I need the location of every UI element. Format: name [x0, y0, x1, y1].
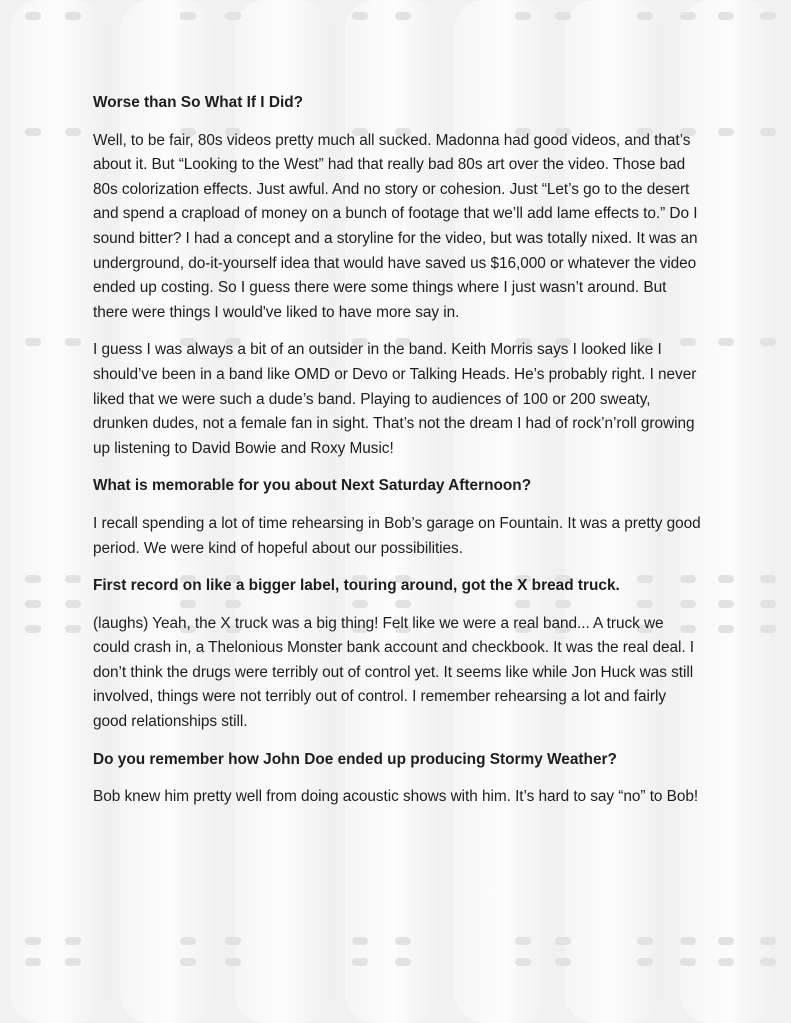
section-2: [93, 574, 703, 735]
answer-paragraph: I recall spending a lot of time rehearsing in Bob’s garage on Fountain. It was a pretty good period. We were kind of hopeful about our possibilities.: [93, 514, 701, 557]
answer-paragraph: Well, to be fair, 80s videos pretty much all sucked. Madonna had good videos, and that’s about it. But “Looking to the West” had that really bad 80s art over the video. Those bad 80s colorization effects. Just awful. And no story or cohesion. Just “Let’s go to the desert and spend a crapload of money on a bunch of footage that we’ll add lame effects to.” Do I sound bitter? I had a concept and a storyline for the video, but was totally nixed. It was an underground, do-it-yourself idea that would have saved us $16,000 or whatever the video ended up costing. So I guess there were some things where I just wasn’t around. But there were things I would've liked to have more say in.: [93, 131, 698, 321]
section-0: [93, 91, 703, 461]
interview-question: What is memorable for you about Next Saturday Afternoon?: [93, 477, 532, 495]
section-3: [93, 748, 703, 810]
answer-paragraph: I guess I was always a bit of an outsider in the band. Keith Morris says I looked like I should’ve been in a band like OMD or Devo or Talking Heads. He’s probably right. I never liked that we were such a dude’s band. Playing to audiences of 100 or 200 sweaty, drunken dudes, not a female fan in sight. That’s not the dream I had of rock’n’roll growing up listening to David Bowie and Roxy Music!: [93, 341, 697, 457]
interview-question: Worse than So What If I Did?: [93, 94, 304, 111]
answer-paragraph: Bob knew him pretty well from doing acoustic shows with him. It’s hard to say “no” to Bob!: [93, 788, 699, 806]
section-1: [93, 474, 703, 561]
interview-question: First record on like a bigger label, touring around, got the X bread truck.: [93, 577, 620, 595]
article-body: [93, 91, 703, 823]
interview-question: Do you remember how John Doe ended up producing Stormy Weather?: [93, 750, 617, 768]
answer-paragraph: (laughs) Yeah, the X truck was a big thing! Felt like we were a real band... A truck we could crash in, a Thelonious Monster bank account and checkbook. It was the real deal. I don’t think the drugs were terribly out of control yet. It seems like while Jon Huck was still involved, things were not terribly out of control. I remember rehearsing a lot and fairly good relationships still.: [93, 614, 695, 731]
